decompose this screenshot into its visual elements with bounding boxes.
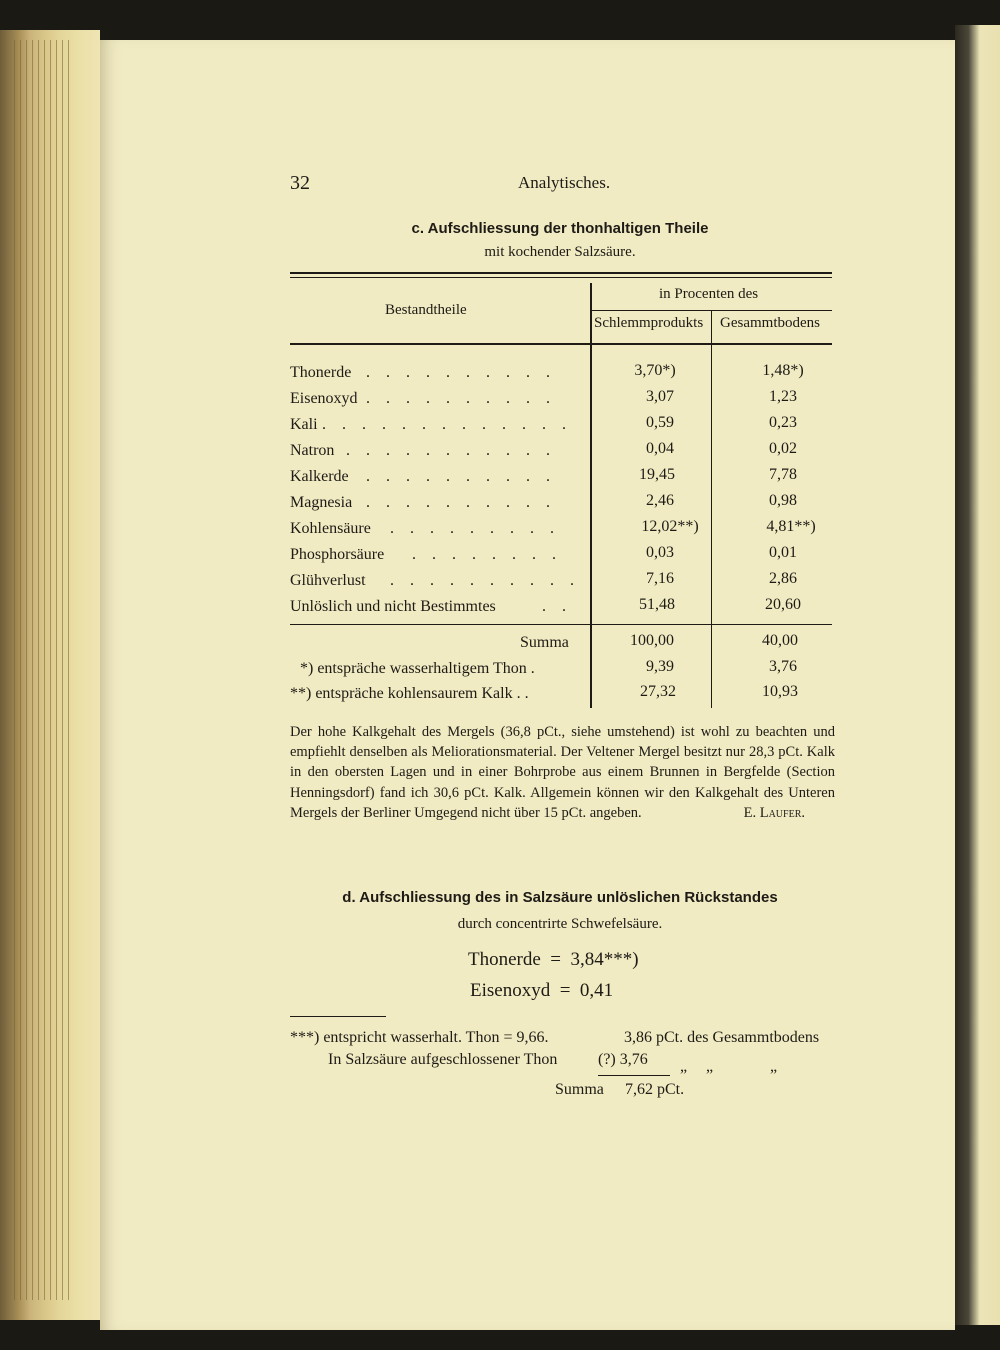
page-number: 32	[290, 172, 310, 194]
section-d-subtitle: durch concentrirte Schwefelsäure.	[457, 916, 663, 932]
row-leader: . . . . . . . . . .	[366, 364, 556, 381]
row-value-col1: 19,45	[639, 466, 675, 483]
column-header-col2: Gesammtbodens	[720, 315, 820, 331]
row-value-col2: 2,86	[769, 570, 797, 587]
row-leader: . . . . . . . .	[412, 546, 562, 563]
row-leader: . . . . . . . . . .	[366, 468, 556, 485]
row-value-col2: 1,23	[769, 388, 797, 405]
footnote-1-label: ***) entspricht wasserhalt. Thon = 9,66.	[290, 1029, 549, 1046]
summa-value-col1: 100,00	[630, 632, 674, 649]
row-name: Natron	[290, 442, 335, 459]
running-head: Analytisches.	[518, 173, 611, 192]
footnote-2-value: (?) 3,76	[598, 1051, 648, 1068]
formula-eisenoxyd: Eisenoxyd = 0,41	[470, 980, 614, 1001]
note-row-value-col2: 10,93	[762, 683, 798, 700]
summa-label: Summa	[520, 634, 569, 651]
row-name: Unlöslich und nicht Bestimmtes	[290, 598, 496, 615]
summa-value-col2: 40,00	[762, 632, 798, 649]
note-row-label: *) entspräche wasserhaltigem Thon .	[300, 660, 535, 677]
row-value-col2: 20,60	[765, 596, 801, 613]
row-value-col1: 12,02**)	[641, 518, 699, 535]
note-row-value-col2: 3,76	[769, 658, 797, 675]
body-paragraph	[290, 722, 835, 823]
summa-d-label: Summa	[555, 1081, 604, 1098]
note-row-value-col1: 9,39	[646, 658, 674, 675]
row-value-col2: 4,81**)	[766, 518, 816, 535]
row-name: Thonerde	[290, 364, 352, 381]
section-c-title: c. Aufschliessung der thonhaltigen Theile	[411, 220, 709, 237]
row-name: Kohlensäure	[290, 520, 371, 537]
ditto-mark: „	[680, 1058, 688, 1075]
row-name: Phosphorsäure	[290, 546, 385, 563]
note-row-label: **) entspräche kohlensaurem Kalk . .	[290, 685, 529, 702]
page-header	[0, 172, 955, 194]
row-value-col2: 0,02	[769, 440, 797, 457]
author-signature: E. Laufer.	[743, 804, 805, 821]
row-name: Kali	[290, 416, 318, 433]
summa-underline	[598, 1075, 670, 1076]
row-name: Kalkerde	[290, 468, 349, 485]
row-value-col2: 1,48*)	[762, 362, 804, 379]
table-top-rule-2	[290, 277, 832, 278]
section-c-subtitle: mit kochender Salzsäure.	[484, 244, 636, 260]
row-value-col1: 3,07	[646, 388, 674, 405]
row-leader: . . . . . . . . . .	[390, 572, 580, 589]
ditto-mark: „	[706, 1058, 714, 1075]
row-value-col1: 2,46	[646, 492, 674, 509]
row-leader: . . . . . . . . . .	[366, 494, 556, 511]
row-name: Glühverlust	[290, 572, 366, 589]
summa-rule	[290, 624, 832, 625]
row-value-col2: 0,23	[769, 414, 797, 431]
row-name: Eisenoxyd	[290, 390, 358, 407]
ditto-mark: „	[770, 1058, 778, 1075]
row-value-col1: 51,48	[639, 596, 675, 613]
paragraph-text: Der hohe Kalkgehalt des Mergels (36,8 pCt., siehe umstehend) ist wohl zu beachten und empfiehlt denselben als Meliorationsmaterial. Der Veltener Mergel besitzt nur 28,3 pCt. Kalk in den obersten Lagen und in einer Bohrprobe aus einem Brunnen in Bergfelde (Section Henningsdorf) fand ich 30,6 pCt. Kalk. Allgemein können wir den Kalkgehalt des Unteren Mergels der Berliner Umgegend nicht über 15 pCt. angeben.	[290, 724, 835, 821]
row-leader: . . . . . . . . . . .	[346, 442, 556, 459]
row-leader: . . . . . . . . . . . . .	[322, 416, 572, 433]
row-value-col2: 7,78	[769, 466, 797, 483]
footnote-1-value: 3,86 pCt. des Gesammtbodens	[624, 1029, 820, 1046]
row-value-col1: 7,16	[646, 570, 674, 587]
footnote-2-label: In Salzsäure aufgeschlossener Thon	[328, 1051, 558, 1068]
row-value-col1: 3,70*)	[634, 362, 676, 379]
row-leader: . . . . . . . . . .	[366, 390, 556, 407]
row-value-col1: 0,04	[646, 440, 674, 457]
formula-thonerde: Thonerde = 3,84***)	[468, 949, 639, 970]
row-leader: . .	[542, 598, 572, 615]
row-value-col1: 0,59	[646, 414, 674, 431]
summa-d-value: 7,62 pCt.	[625, 1081, 685, 1098]
row-value-col2: 0,01	[769, 544, 797, 561]
section-d-title: d. Aufschliessung des in Salzsäure unlöslichen Rückstandes	[342, 889, 778, 906]
column-header-col1: Schlemmprodukts	[594, 315, 704, 331]
col-divider-1	[590, 283, 592, 708]
row-leader: . . . . . . . . .	[390, 520, 560, 537]
note-row-value-col1: 27,32	[640, 683, 676, 700]
row-name: Magnesia	[290, 494, 353, 511]
header-bottom-rule	[290, 343, 832, 345]
book-page	[0, 40, 955, 1330]
row-value-col2: 0,98	[769, 492, 797, 509]
table-top-rule-1	[290, 272, 832, 274]
row-value-col1: 0,03	[646, 544, 674, 561]
column-header-group: in Procenten des	[659, 286, 759, 302]
footnote-rule	[290, 1016, 386, 1017]
column-header-component: Bestandtheile	[385, 302, 467, 318]
